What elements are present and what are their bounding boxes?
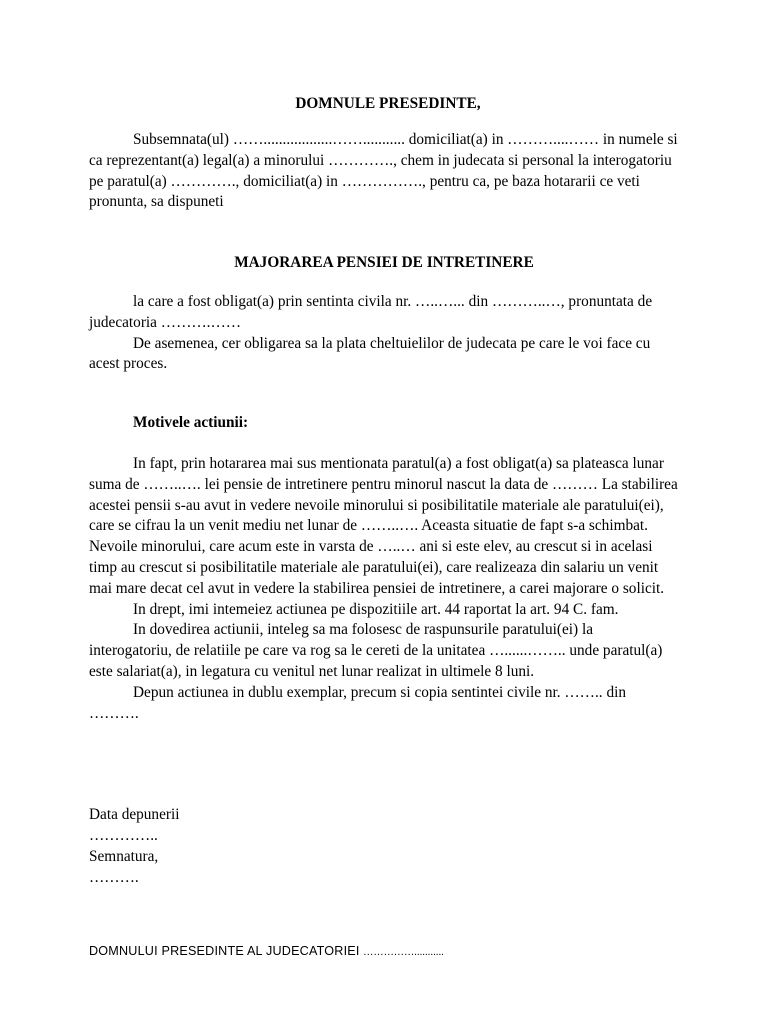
- motives-section: [89, 454, 679, 724]
- signature-value: ……….: [89, 869, 139, 886]
- footer-line: [89, 944, 444, 958]
- facts-paragraph: In fapt, prin hotararea mai sus mentionata paratul(a) a fost obligat(a) sa plateasca lunar suma de ……..…. lei pensie de intretinere pentru minorul nascut la data de ……… La stabilirea acestei pensii s-au avut in vedere nevoile minorului si posibilitatile materiale ale paratului(ei), care se cifrau la un venit mediu net lunar de ……..…. Aceasta situatie de fapt s-a schimbat. Nevoile minorului, care acum este in varsta de …..… ani si este elev, au crescut si in acelasi timp au crescut si posibilitatile materiale ale paratului(ei), care realizeaza din salariu un venit mai mare decat cel avut in vedere la stabilirea pensiei de intretinere, a carei majorare o solicit.: [89, 455, 678, 597]
- motives-heading: Motivele actiunii:: [133, 414, 249, 431]
- claim-section: [89, 292, 679, 375]
- footer-dots: ……………...........: [363, 947, 444, 958]
- document-title: DOMNULE PRESEDINTE,: [295, 95, 481, 112]
- claim-paragraph-2: De asemenea, cer obligarea sa la plata cheltuielilor de judecata pe care le voi face cu acest proces.: [89, 334, 651, 373]
- signature-label: Semnatura,: [89, 848, 159, 865]
- law-paragraph: In drept, imi intemeiez actiunea pe dispozitiile art. 44 raportat la art. 94 C. fam.: [133, 600, 619, 618]
- claim-paragraph-1: la care a fost obligat(a) prin sentinta civila nr. …..…... din ………..…, pronuntata de judecatoria ……….……: [89, 293, 653, 331]
- date-label: Data depunerii: [89, 806, 180, 823]
- intro-paragraph: Subsemnata(ul) ……..................……........... domiciliat(a) in ………....…… in numele si ca reprezentant(a) legal(a) a minorului …………., chem in judecata si personal la interogatoriu pe paratul(a) …………., domiciliat(a) in ……………., pentru ca, pe baza hotararii ce veti pronunta, sa dispuneti: [89, 131, 678, 211]
- intro-section: [89, 130, 679, 213]
- filing-paragraph: Depun actiunea in dublu exemplar, precum si copia sentintei civile nr. …….. din ……….: [89, 683, 627, 722]
- evidence-paragraph: In dovedirea actiunii, inteleg sa ma folosesc de raspunsurile paratului(ei) la interogatoriu, de relatiile pe care va rog sa le cereti de la unitatea …......…….. unde paratul(a) este salariat(a), in legatura cu venitul net lunar realizat in ultimele 8 luni.: [89, 621, 663, 680]
- footer-text: DOMNULUI PRESEDINTE AL JUDECATORIEI: [89, 944, 360, 958]
- date-value: …………..: [89, 827, 158, 844]
- signature-block: [89, 804, 179, 888]
- claim-title: MAJORAREA PENSIEI DE INTRETINERE: [234, 254, 534, 271]
